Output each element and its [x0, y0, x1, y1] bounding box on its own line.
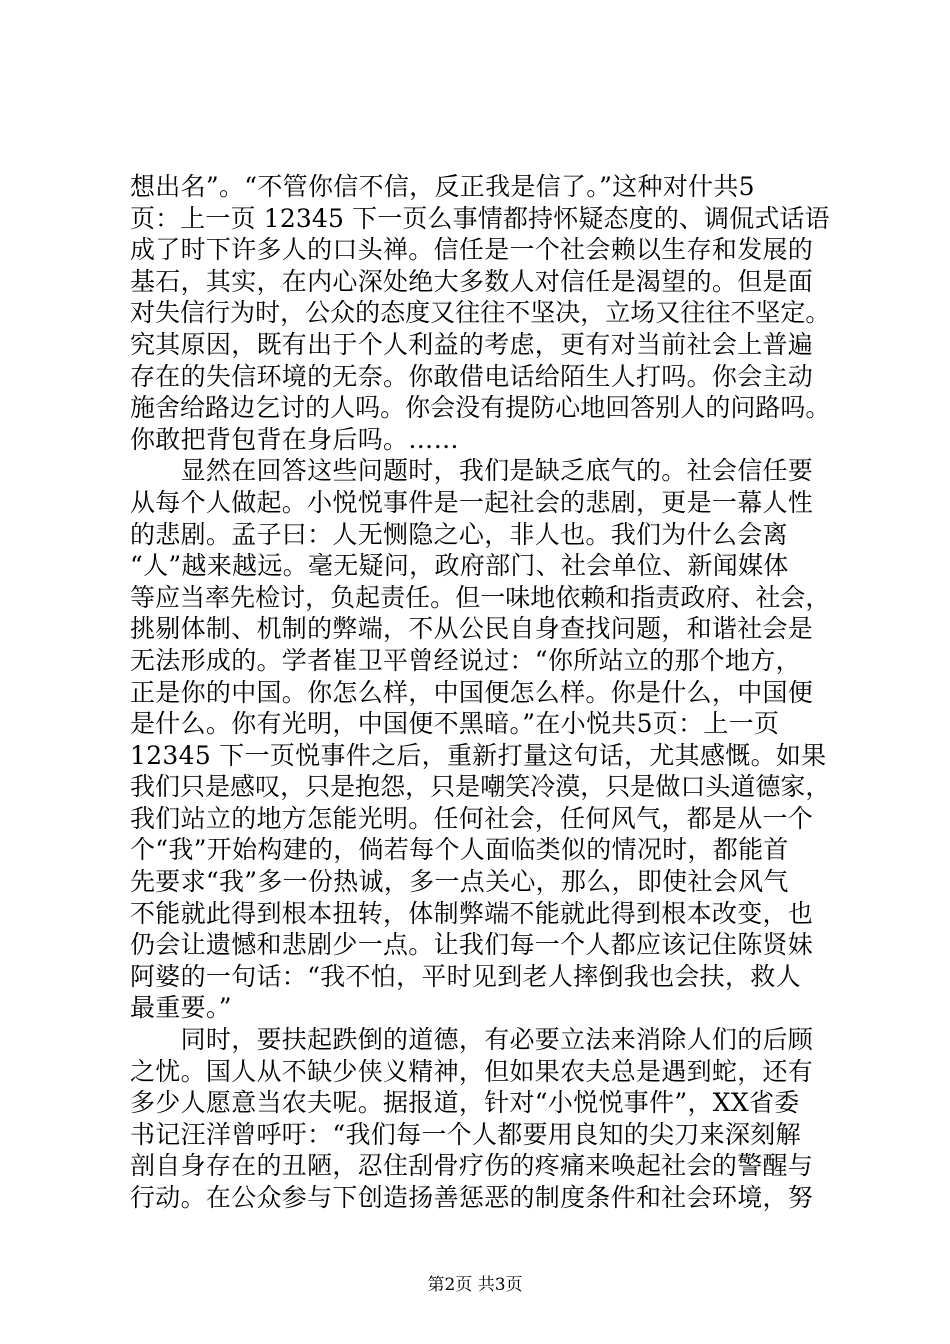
- text-line: 你敢把背包背在身后吗。……: [130, 424, 459, 454]
- text-line: 存在的失信环境的无奈。你敢借电话给陌生人打吗。你会主动: [130, 361, 814, 391]
- text-line: 究其原因，既有出于个人利益的考虑，更有对当前社会上普遍: [130, 329, 814, 359]
- text-line: 想出名”。“不管你信不信，反正我是信了。”这种对什共5: [130, 172, 755, 201]
- text-line: 先要求“我”多一份热诚，多一点关心，那么，即使社会风气: [130, 867, 789, 897]
- text-line: 行动。在公众参与下创造扬善惩恶的制度条件和社会环境，努: [130, 1183, 814, 1212]
- text-line: 我们站立的地方怎能光明。任何社会，任何风气，都是从一个: [130, 803, 814, 833]
- text-line: 仍会让遗憾和悲剧少一点。让我们每一个人都应该记住陈贤妹: [130, 930, 814, 960]
- body-text: [130, 171, 830, 1214]
- text-line: 之忧。国人从不缺少侠义精神，但如果农夫总是遇到蛇，还有: [130, 1056, 814, 1086]
- text-line: 同时，要扶起跌倒的道德，有必要立法来消除人们的后顾: [130, 1025, 814, 1055]
- text-line: 最重要。”: [130, 993, 232, 1023]
- text-line: 阿婆的一句话：“我不怕，平时见到老人摔倒我也会扶，救人: [130, 961, 801, 991]
- text-line: 多少人愿意当农夫呢。据报道，针对“小悦悦事件”，XX省委: [130, 1088, 800, 1118]
- text-line: 12345 下一页悦事件之后，重新打量这句话，尤其感慨。如果: [130, 740, 827, 770]
- text-line: 成了时下许多人的口头禅。信任是一个社会赖以生存和发展的: [130, 235, 814, 265]
- text-line: 不能就此得到根本扭转，体制弊端不能就此得到根本改变，也: [130, 898, 814, 928]
- text-line: 对失信行为时，公众的态度又往往不坚决，立场又往往不坚定。: [130, 298, 831, 328]
- text-line: 页：上一页 12345 下一页么事情都持怀疑态度的、调侃式话语: [130, 203, 830, 233]
- text-line: 显然在回答这些问题时，我们是缺乏底气的。社会信任要: [130, 456, 814, 486]
- text-line: 无法形成的。学者崔卫平曾经说过：“你所站立的那个地方，: [130, 645, 801, 675]
- text-line: 是什么。你有光明，中国便不黑暗。”在小悦共5页：上一页: [130, 709, 780, 739]
- text-line: 从每个人做起。小悦悦事件是一起社会的悲剧，更是一幕人性: [130, 487, 814, 517]
- text-line: 我们只是感叹，只是抱怨，只是嘲笑冷漠，只是做口头道德家，: [130, 772, 831, 802]
- text-line: “人”越来越远。毫无疑问，政府部门、社会单位、新闻媒体: [130, 551, 789, 581]
- text-line: 个“我”开始构建的，倘若每个人面临类似的情况时，都能首: [130, 835, 789, 865]
- text-line: 施舍给路边乞讨的人吗。你会没有提防心地回答别人的问路吗。: [130, 393, 831, 423]
- text-line: 的悲剧。孟子曰：人无恻隐之心，非人也。我们为什么会离: [130, 519, 788, 549]
- text-line: 书记汪洋曾呼吁：“我们每一个人都要用良知的尖刀来深刻解: [130, 1119, 801, 1149]
- text-line: 剖自身存在的丑陋，忍住刮骨疗伤的疼痛来唤起社会的警醒与: [130, 1151, 814, 1181]
- text-line: 等应当率先检讨，负起责任。但一味地依赖和指责政府、社会，: [130, 582, 831, 612]
- page-footer: 第2页 共3页: [427, 1275, 523, 1295]
- text-line: 挑剔体制、机制的弊端，不从公民自身查找问题，和谐社会是: [130, 614, 814, 644]
- text-line: 基石，其实，在内心深处绝大多数人对信任是渴望的。但是面: [130, 266, 814, 296]
- text-line: 正是你的中国。你怎么样，中国便怎么样。你是什么，中国便: [130, 677, 814, 707]
